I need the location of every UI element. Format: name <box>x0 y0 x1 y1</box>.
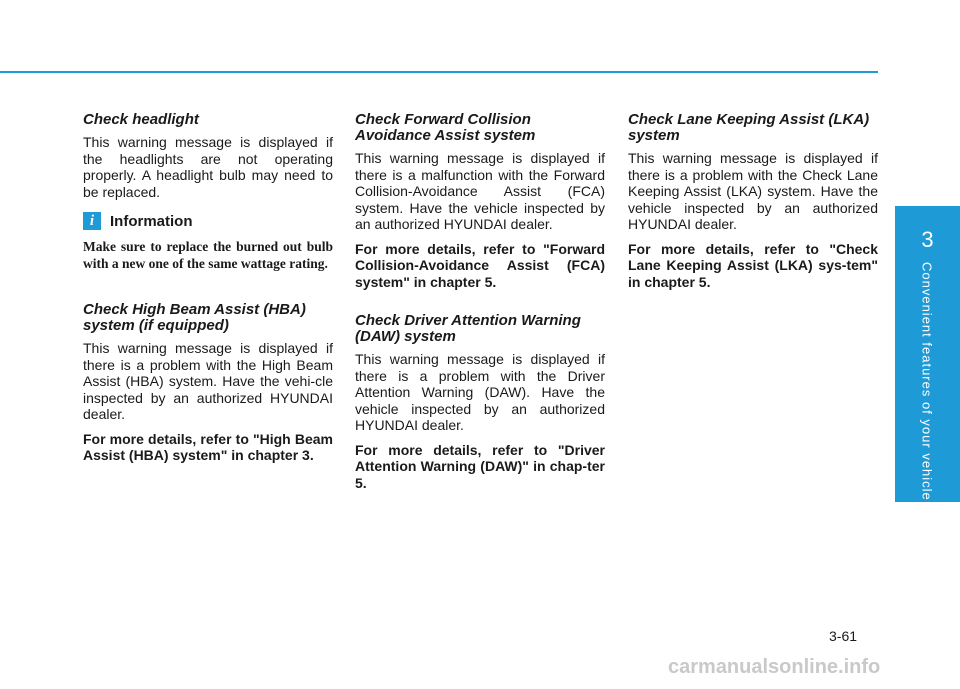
page-number: 3-61 <box>829 628 858 644</box>
section-title: Check Lane Keeping Assist (LKA) system <box>628 111 870 144</box>
chapter-number: 3 <box>921 227 934 252</box>
section-body: This warning message is displayed if there is a problem with the High Beam Assist (HBA) system. Have the vehi-cle inspected by an authorized HYUNDAI dealer. <box>83 340 333 422</box>
section-reference: For more details, refer to "Driver Attention Warning (DAW)" in chap-ter 5. <box>355 441 605 491</box>
section-body: This warning message is displayed if the headlights are not operating properly. A headlight bulb may need to be replaced. <box>83 134 333 200</box>
section-reference: For more details, refer to "Check Lane Keeping Assist (LKA) sys-tem" in chapter 5. <box>628 240 878 290</box>
section-reference: For more details, refer to "High Beam Assist (HBA) system" in chapter 3. <box>83 430 333 463</box>
section-title: Check Driver Attention Warning (DAW) system <box>355 312 581 345</box>
info-icon: i <box>83 212 101 230</box>
chapter-title: Convenient features of your vehicle <box>919 262 935 501</box>
section-title: Check headlight <box>83 111 199 128</box>
section-body: This warning message is displayed if there is a malfunction with the Forward Collision-Avoidance Assist (FCA) system. Have the vehicle inspected by an authorized HYUNDAI dealer. <box>355 150 605 232</box>
column-1 <box>83 112 333 472</box>
chapter-tab <box>895 0 960 689</box>
section-title: Check Forward Collision Avoidance Assist system <box>355 111 536 144</box>
section-title: Check High Beam Assist (HBA) system (if equipped) <box>83 301 306 334</box>
column-3 <box>628 112 878 298</box>
watermark: carmanualsonline.info <box>668 656 881 678</box>
column-2 <box>355 112 605 499</box>
information-body: Make sure to replace the burned out bulb with a new one of the same wattage rating. <box>83 239 333 271</box>
information-header <box>83 212 333 230</box>
section-body: This warning message is displayed if there is a problem with the Driver Attention Warning (DAW). Have the vehicle inspected by an authorized HYUNDAI dealer. <box>355 351 605 433</box>
information-title: Information <box>110 212 193 230</box>
section-reference: For more details, refer to "Forward Collision-Avoidance Assist (FCA) system" in chapter 5. <box>355 240 605 290</box>
section-body: This warning message is displayed if there is a problem with the Check Lane Keeping Assist (LKA) system. Have the vehicle inspected by an authorized HYUNDAI dealer. <box>628 150 878 232</box>
header-rule <box>0 71 878 73</box>
